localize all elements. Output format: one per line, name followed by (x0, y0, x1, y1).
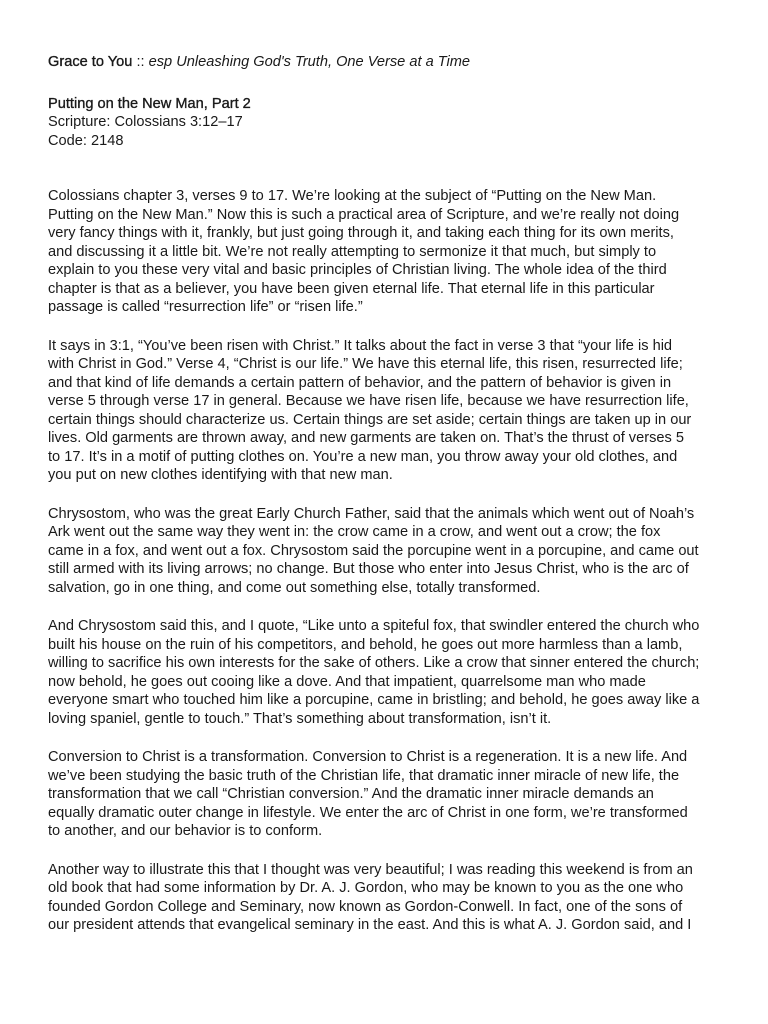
paragraph-line: everyone smart who touched him like a porcupine, came in bristling; and behold, he goes away like a (48, 692, 700, 708)
body-paragraph (48, 861, 724, 935)
body-paragraph (48, 337, 724, 485)
paragraph-line: old book that had some information by Dr. A. J. Gordon, who may be known to you as the one who (48, 880, 684, 896)
header-separator: :: (132, 54, 149, 70)
paragraph-line: lives. Old garments are thrown away, and new garments are taken on. That’s the thrust of verses 5 (48, 430, 684, 446)
paragraph-line: founded Gordon College and Seminary, now known as Gordon-Conwell. In fact, one of the sons of (48, 898, 683, 915)
paragraph-line: explain to you these very vital and basic principles of Christian living. The whole idea of the third (48, 262, 667, 278)
message-title: Putting on the New Man, Part 2 (48, 95, 251, 112)
paragraph-line: Conversion to Christ is a transformation. Conversion to Christ is a regeneration. It is a new life. And (48, 749, 688, 765)
paragraph-line: came in a fox, and went out a fox. Chrysostom said the porcupine went in a porcupine, and came out (48, 542, 699, 559)
paragraph-line: and discussing it a little bit. We’re not really attempting to sermonize it that much, but simply to (48, 243, 657, 260)
paragraph-line: to another, and our behavior is to conform. (48, 823, 323, 839)
paragraph-line: transformation that we call “Christian conversion.” And the dramatic inner miracle demands an (48, 786, 654, 802)
paragraph-line: And Chrysostom said this, and I quote, “Like unto a spiteful fox, that swindler entered the church who (48, 618, 700, 634)
paragraph-line: to 17. It’s in a motif of putting clothes on. You’re a new man, you throw away your old clothes, and (48, 448, 678, 465)
body-paragraph (48, 748, 724, 841)
paragraph-line: our president attends that evangelical seminary in the east. And this is what A. J. Gordon said, and I (48, 917, 692, 933)
paragraph-line: Ark went out the same way they went in: the crow came in a crow, and went out a crow; the fox (48, 524, 661, 540)
message-info (48, 95, 724, 151)
paragraph-line: with Christ in God.” Verse 4, “Christ is our life.” We have this eternal life, this risen, resurrected life; (48, 356, 683, 372)
paragraph-line: willing to sacrifice his own interests for the sake of others. Like a crow that sinner entered the church; (48, 655, 700, 671)
paragraph-line: loving spaniel, gentle to touch.” That’s something about transformation, isn’t it. (48, 710, 552, 727)
body-paragraph (48, 617, 724, 728)
paragraph-line: still armed with its living arrows; no change. But those who enter into Jesus Christ, who is the arc of (48, 561, 689, 577)
message-code: Code: 2148 (48, 132, 124, 149)
header-tagline: esp Unleashing God's Truth, One Verse at a Time (148, 54, 471, 70)
body-paragraph (48, 187, 724, 317)
brand-name: Grace to You (48, 54, 133, 70)
document-header (48, 53, 724, 72)
paragraph-line: Putting on the New Man.” Now this is such a practical area of Scripture, and we’re really not doing (48, 206, 680, 223)
paragraph-line: certain things should characterize us. Certain things are set aside; certain things are taken up in our (48, 411, 692, 428)
paragraph-line: Colossians chapter 3, verses 9 to 17. We’re looking at the subject of “Putting on the New Man. (48, 188, 657, 204)
paragraph-line: we’ve been studying the basic truth of the Christian life, that dramatic inner miracle of new life, the (48, 767, 680, 784)
body-paragraph (48, 505, 724, 598)
paragraph-line: now behold, he goes out cooing like a dove. And that impatient, quarrelsome man who made (48, 673, 646, 690)
paragraph-line: passage is called “resurrection life” or “risen life.” (48, 299, 363, 315)
paragraph-line: you put on new clothes identifying with that new man. (48, 467, 393, 483)
paragraph-line: built his house on the ruin of his competitors, and behold, he goes out more harmless than a lamb, (48, 636, 683, 653)
paragraph-line: very fancy things with it, frankly, but just going through it, and taking each thing for its own merits, (48, 225, 674, 241)
scripture-reference: Scripture: Colossians 3:12–17 (48, 114, 243, 130)
paragraph-line: salvation, go in one thing, and come out something else, totally transformed. (48, 579, 541, 596)
paragraph-line: verse 5 through verse 17 in general. Because we have risen life, because we have resurrection life, (48, 393, 689, 409)
paragraph-line: Chrysostom, who was the great Early Church Father, said that the animals which went out of Noah’s (48, 505, 695, 522)
paragraph-line: and that kind of life demands a certain pattern of behavior, and the pattern of behavior is given in (48, 374, 672, 391)
document-body (48, 187, 724, 935)
paragraph-line: Another way to illustrate this that I thought was very beautiful; I was reading this weekend is from an (48, 861, 693, 878)
paragraph-line: It says in 3:1, “You’ve been risen with Christ.” It talks about the fact in verse 3 that “your life is hid (48, 337, 673, 354)
paragraph-line: equally dramatic outer change in lifestyle. We enter the arc of Christ in one form, we’re transformed (48, 804, 688, 821)
document-page (48, 53, 724, 955)
paragraph-line: chapter is that as a believer, you have been given eternal life. That eternal life in this particular (48, 280, 655, 297)
